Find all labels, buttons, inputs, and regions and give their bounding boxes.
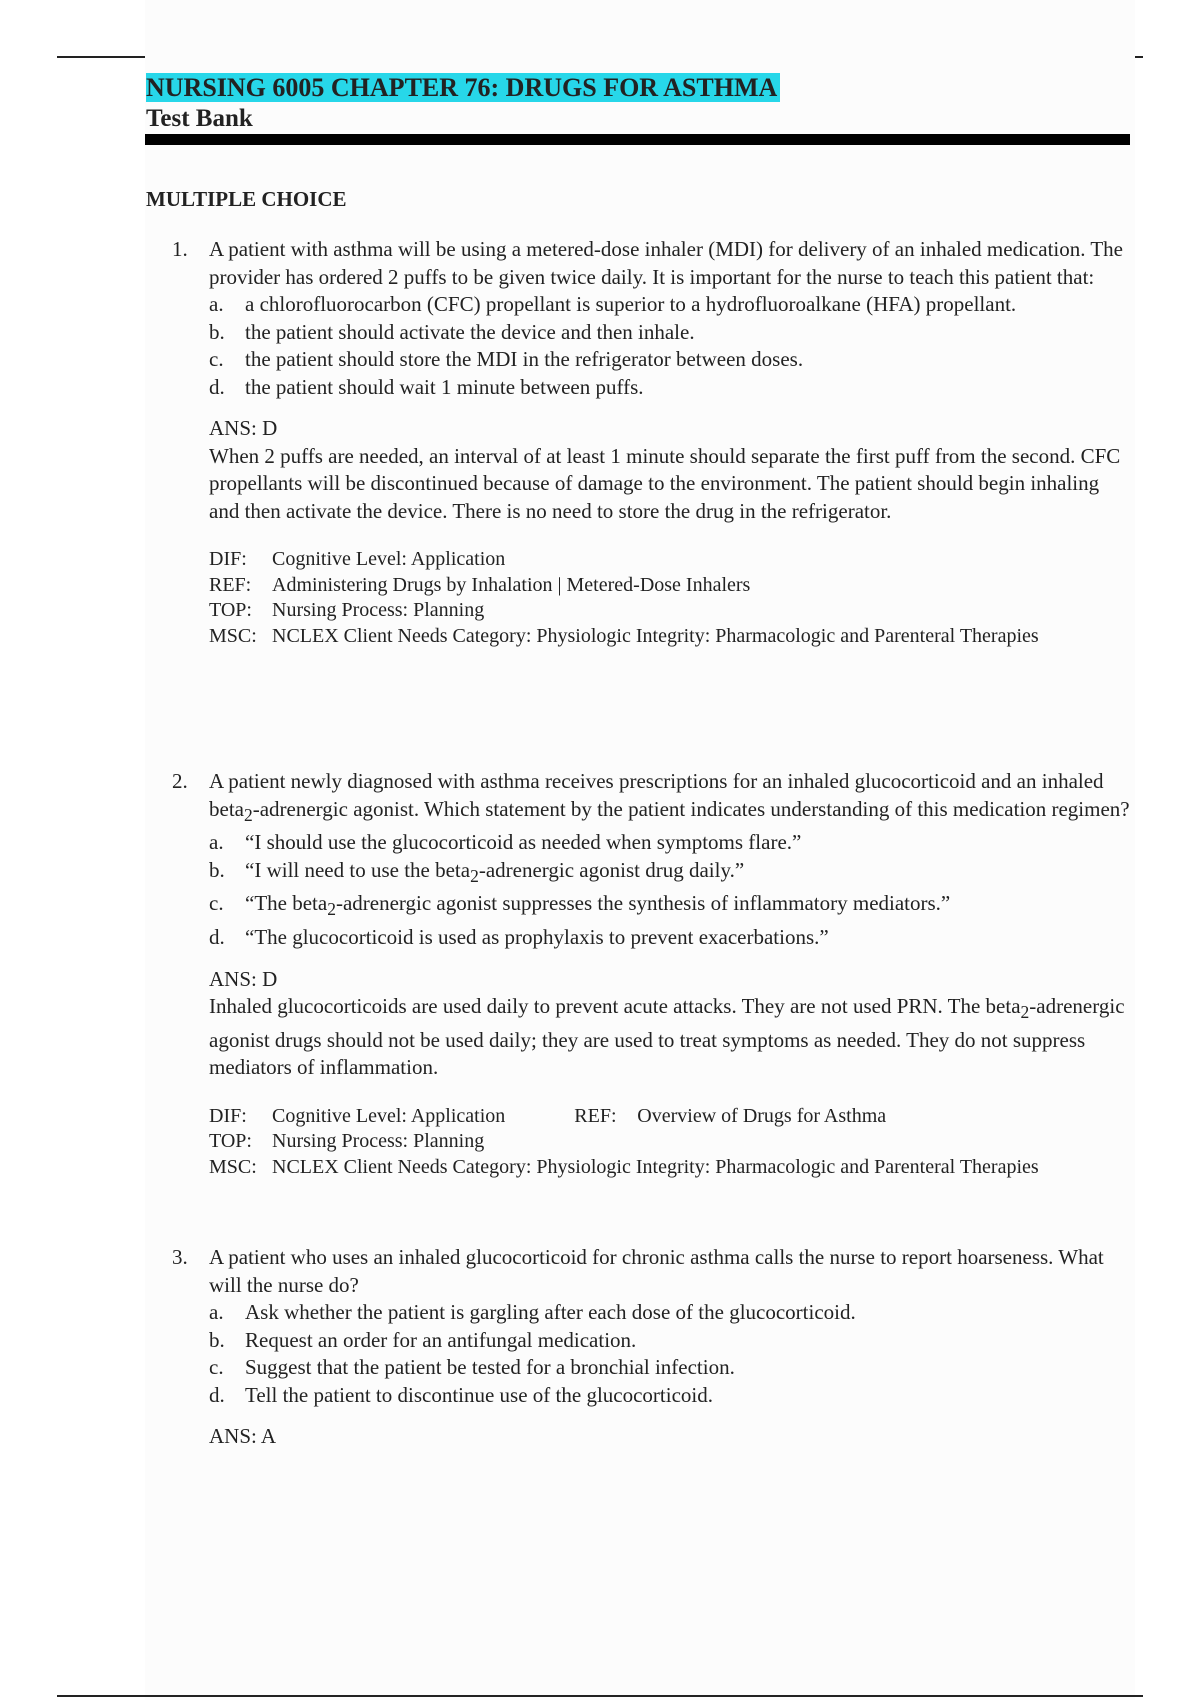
option-text: “I should use the glucocorticoid as needed when symptoms flare.” xyxy=(245,830,802,855)
dif-value: Cognitive Level: Application xyxy=(272,1104,506,1127)
option-c xyxy=(146,890,1130,924)
option-letter: c. xyxy=(209,1355,224,1379)
question-stem xyxy=(146,768,1130,829)
dif-label: DIF: xyxy=(209,1104,247,1127)
option-letter: d. xyxy=(209,1382,225,1407)
answer-key: ANS: D xyxy=(209,416,278,440)
option-letter: b. xyxy=(209,1327,225,1352)
option-a xyxy=(146,291,1130,319)
question-1 xyxy=(146,236,1130,649)
option-text: Request an order for an antifungal medication. xyxy=(245,1327,637,1352)
option-text: “The glucocorticoid is used as prophylaxis to prevent exacerbations.” xyxy=(245,925,829,950)
question-stem-text: A patient with asthma will be using a metered-dose inhaler (MDI) for delivery of an inhaled medication. The provider has ordered 2 puffs to be given twice daily. It is important for the nurse to teach this patient that: xyxy=(209,237,1124,289)
option-letter: d. xyxy=(209,374,225,399)
title-highlight: NURSING 6005 CHAPTER 76: DRUGS FOR ASTHMA xyxy=(146,73,780,102)
rationale-text-cont: -adrenergic agonist drugs should not be used daily; they are used to treat symptoms as needed. They do not suppress mediators of inflammation. xyxy=(209,994,1125,1080)
option-letter: d. xyxy=(209,925,225,950)
subscript: 2 xyxy=(327,899,336,920)
option-a xyxy=(146,829,1130,857)
top-value: Nursing Process: Planning xyxy=(272,1130,485,1153)
question-number: 3. xyxy=(172,1245,188,1269)
option-text-cont: -adrenergic agonist drug daily.” xyxy=(478,857,745,882)
bottom-rule xyxy=(57,1695,1143,1697)
option-a xyxy=(146,1299,1130,1327)
top-value: Nursing Process: Planning xyxy=(272,599,485,621)
ref-value: Overview of Drugs for Asthma xyxy=(637,1104,887,1127)
option-letter: a. xyxy=(209,1300,224,1324)
msc-value: NCLEX Client Needs Category: Physiologic Integrity: Pharmacologic and Parenteral Therapies xyxy=(272,624,1039,647)
option-letter: b. xyxy=(209,319,225,344)
dif-value: Cognitive Level: Application xyxy=(272,548,506,570)
subscript: 2 xyxy=(1020,1002,1030,1023)
option-text-cont: -adrenergic agonist suppresses the synthesis of inflammatory mediators.” xyxy=(335,891,951,916)
option-c xyxy=(146,346,1130,374)
option-text: Suggest that the patient be tested for a bronchial infection. xyxy=(245,1355,735,1379)
question-metadata xyxy=(146,547,1130,649)
ref-label: REF: xyxy=(209,573,252,596)
question-stem xyxy=(146,1244,1130,1299)
option-text: “The beta xyxy=(245,891,328,916)
option-letter: a. xyxy=(209,292,224,316)
rationale-text: Inhaled glucocorticoids are used daily to prevent acute attacks. They are not used PRN. The beta xyxy=(209,994,1021,1019)
rationale: When 2 puffs are needed, an interval of at least 1 minute should separate the first puff from the second. CFC propellants will be discontinued because of damage to the environment. The patient should begin inhaling and then activate the device. There is no need to store the drug in the refrigerator. xyxy=(209,443,1121,523)
msc-label: MSC: xyxy=(209,624,257,647)
question-stem-text: A patient who uses an inhaled glucocorticoid for chronic asthma calls the nurse to report hoarseness. What will the nurse do? xyxy=(209,1245,1104,1297)
option-letter: c. xyxy=(209,347,224,371)
subscript: 2 xyxy=(243,804,253,825)
msc-value: NCLEX Client Needs Category: Physiologic Integrity: Pharmacologic and Parenteral Therapies xyxy=(272,1155,1039,1178)
option-list xyxy=(146,291,1130,401)
ref-label: REF: xyxy=(574,1104,617,1127)
option-text: the patient should activate the device and then inhale. xyxy=(245,319,695,344)
answer-key: ANS: A xyxy=(209,1424,277,1448)
dif-label: DIF: xyxy=(209,548,247,570)
option-d xyxy=(146,374,1130,402)
option-list xyxy=(146,1299,1130,1409)
subscript: 2 xyxy=(470,865,479,886)
top-label: TOP: xyxy=(209,1130,252,1153)
option-c xyxy=(146,1354,1130,1382)
option-list xyxy=(146,829,1130,951)
rationale xyxy=(146,993,1130,1082)
question-number: 2. xyxy=(172,769,188,793)
option-text: the patient should wait 1 minute between puffs. xyxy=(245,374,644,399)
top-label: TOP: xyxy=(209,599,252,621)
option-d xyxy=(146,924,1130,952)
document-title xyxy=(146,73,780,103)
question-stem-text-cont: -adrenergic agonist. Which statement by the patient indicates understanding of this medication regimen? xyxy=(252,796,1130,821)
option-letter: a. xyxy=(209,830,224,855)
option-letter: b. xyxy=(209,857,225,882)
option-d xyxy=(146,1382,1130,1410)
option-text: “I will need to use the beta xyxy=(245,857,471,882)
option-b xyxy=(146,857,1130,891)
title-underline-bar xyxy=(145,134,1130,145)
option-text: Ask whether the patient is gargling after each dose of the glucocorticoid. xyxy=(245,1300,856,1324)
document-subtitle: Test Bank xyxy=(146,105,253,132)
option-text: Tell the patient to discontinue use of the glucocorticoid. xyxy=(245,1382,713,1407)
option-b xyxy=(146,1327,1130,1355)
msc-label: MSC: xyxy=(209,1155,257,1178)
question-2 xyxy=(146,768,1130,1180)
option-letter: c. xyxy=(209,891,224,916)
option-b xyxy=(146,319,1130,347)
question-stem-text: A patient newly diagnosed with asthma receives prescriptions for an inhaled glucocorticoid and an inhaled beta xyxy=(209,769,1104,821)
ref-value: Administering Drugs by Inhalation | Metered-Dose Inhalers xyxy=(272,573,751,596)
option-text: a chlorofluorocarbon (CFC) propellant is superior to a hydrofluoroalkane (HFA) propellant. xyxy=(245,292,1017,316)
question-number: 1. xyxy=(172,237,188,261)
answer-key: ANS: D xyxy=(209,966,278,991)
question-3 xyxy=(146,1244,1130,1451)
section-heading: MULTIPLE CHOICE xyxy=(146,187,347,211)
option-text: the patient should store the MDI in the refrigerator between doses. xyxy=(245,347,804,371)
question-stem xyxy=(146,236,1130,291)
question-metadata xyxy=(146,1104,1130,1181)
